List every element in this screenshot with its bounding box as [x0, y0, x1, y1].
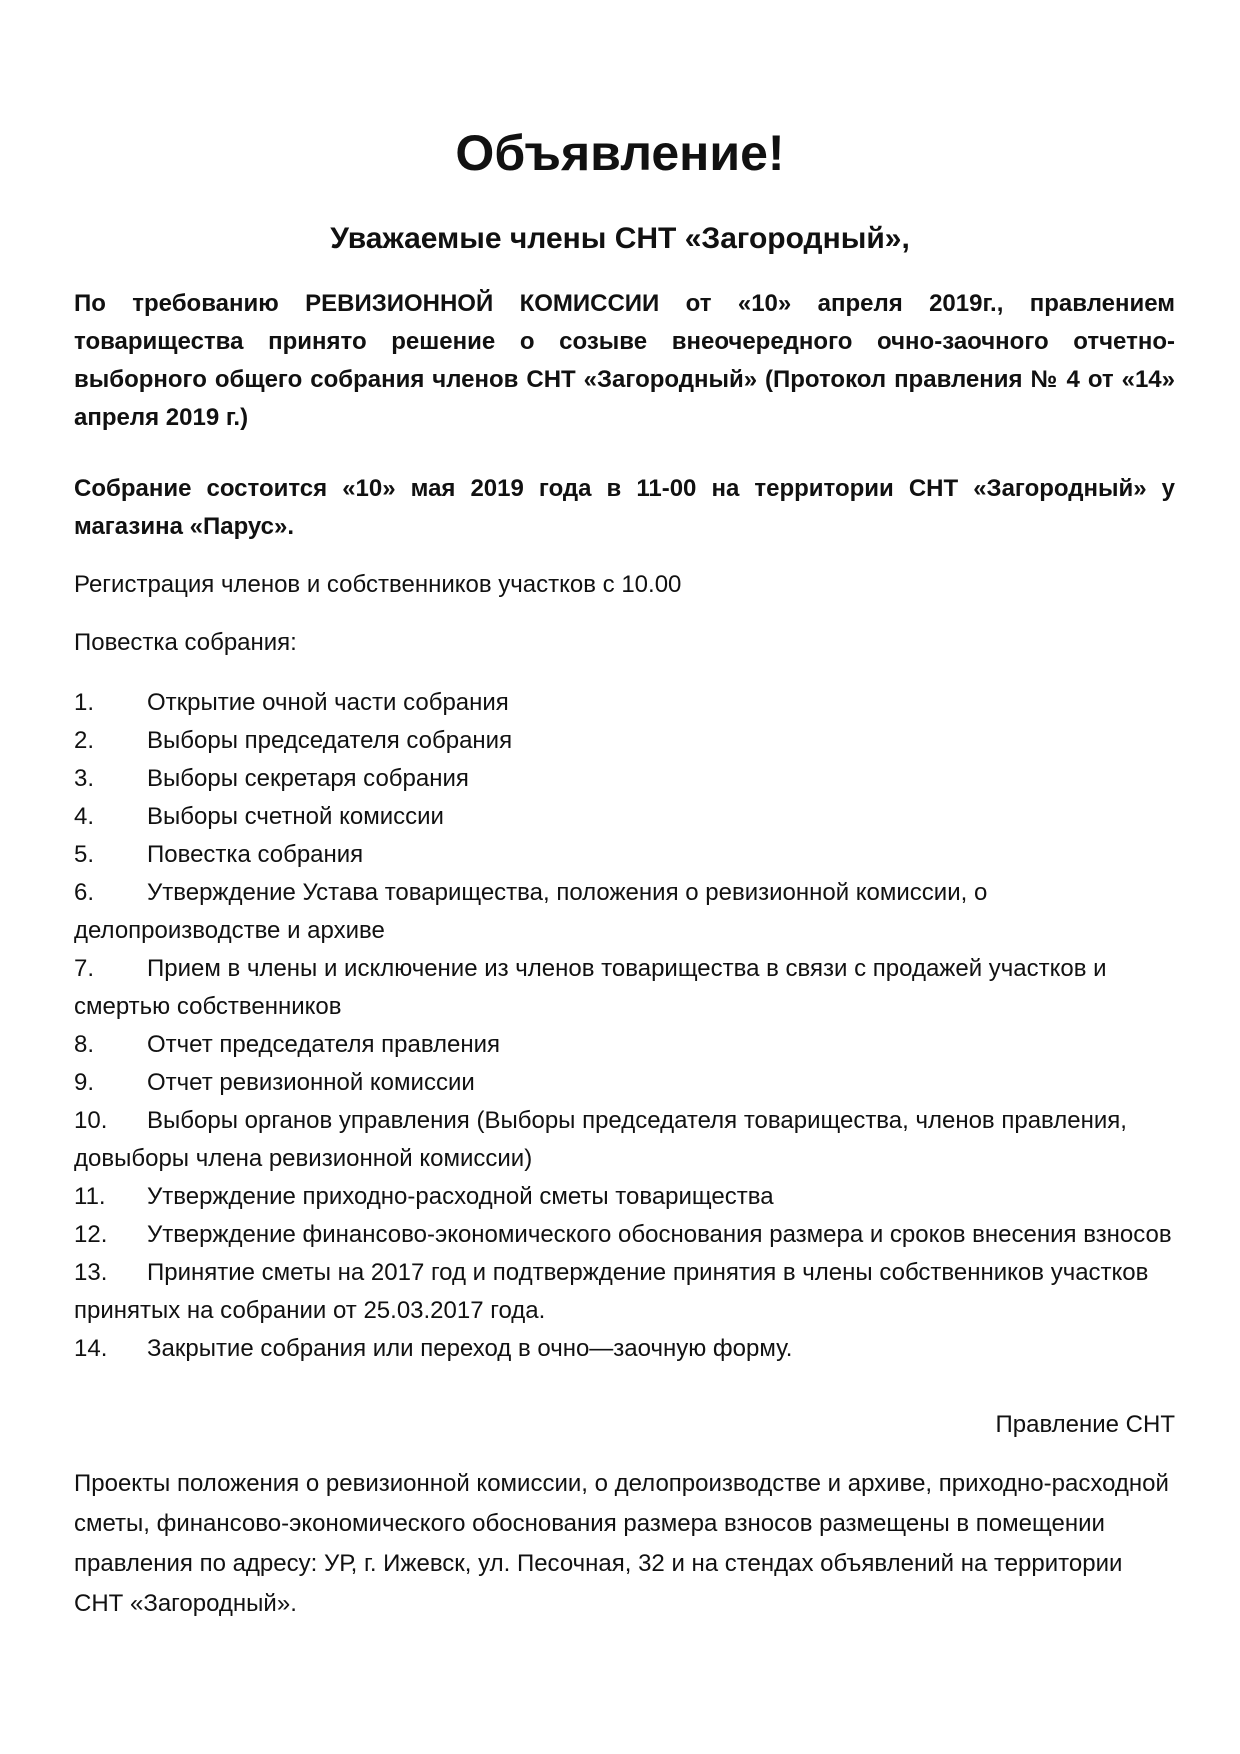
meeting-time-paragraph: Собрание состоится «10» мая 2019 года в 11-00 на территории СНТ «Загородный» у магазина «Парус». [74, 475, 1175, 540]
agenda-item-text: Принятие сметы на 2017 год и подтверждение принятия в члены собственников участков принятых на собрании от 25.03.2017 года. [74, 1259, 1149, 1324]
agenda-item-number: 5. [74, 841, 95, 868]
agenda-item-text: Отчет председателя правления [147, 1031, 501, 1058]
agenda-item-text: Выборы председателя собрания [147, 727, 513, 754]
agenda-item-text: Прием в члены и исключение из членов товарищества в связи с продажей участков и смертью собственников [74, 955, 1107, 1020]
agenda-item [74, 760, 1175, 798]
agenda-item [74, 836, 1175, 874]
agenda-item [74, 1026, 1175, 1064]
agenda-item-text: Утверждение приходно-расходной сметы товарищества [147, 1183, 774, 1210]
agenda-item-number: 11. [74, 1183, 106, 1210]
agenda-item-text: Открытие очной части собрания [147, 689, 509, 716]
decision-paragraph: По требованию РЕВИЗИОННОЙ КОМИССИИ от «10» апреля 2019г., правлением товарищества принято решение о созыве внеочередного очно-заочного отчетно-выборного общего собрания членов СНТ «Загородный» (Протокол правления № 4 от «14» апреля 2019 г.) [74, 290, 1175, 431]
agenda-item [74, 798, 1175, 836]
agenda-item [74, 874, 1175, 950]
signature-text: Правление СНТ [995, 1411, 1175, 1438]
registration-text: Регистрация членов и собственников участков с 10.00 [74, 571, 682, 598]
agenda-item-number: 4. [74, 803, 95, 830]
agenda-heading: Повестка собрания: [74, 629, 297, 656]
document-title: Объявление! [455, 125, 785, 181]
agenda-list [74, 684, 1175, 1368]
agenda-item-number: 1. [74, 689, 95, 716]
agenda-item-text: Отчет ревизионной комиссии [147, 1069, 475, 1096]
agenda-item-text: Утверждение финансово-экономического обоснования размера и сроков внесения взносов [147, 1221, 1172, 1248]
agenda-item-number: 12. [74, 1221, 108, 1248]
agenda-item [74, 950, 1175, 1026]
agenda-item-number: 13. [74, 1259, 108, 1286]
agenda-item [74, 684, 1175, 722]
footer-paragraph: Проекты положения о ревизионной комиссии, о делопроизводстве и архиве, приходно-расходной сметы, финансово-экономического обоснования размера взносов размещены в помещении правления по адресу: УР, г. Ижевск, ул. Песочная, 32 и на стендах объявлений на территории СНТ «Загородный». [74, 1470, 1169, 1617]
agenda-item-text: Закрытие собрания или переход в очно—заочную форму. [147, 1335, 793, 1362]
agenda-item-text: Повестка собрания [147, 841, 364, 868]
agenda-item [74, 1216, 1175, 1254]
agenda-item-text: Утверждение Устава товарищества, положения о ревизионной комиссии, о делопроизводстве и архиве [74, 879, 988, 944]
agenda-item [74, 1064, 1175, 1102]
agenda-item-number: 8. [74, 1031, 95, 1058]
agenda-item-text: Выборы счетной комиссии [147, 803, 444, 830]
agenda-item-text: Выборы органов управления (Выборы председателя товарищества, членов правления, довыборы члена ревизионной комиссии) [74, 1107, 1127, 1172]
agenda-item-number: 3. [74, 765, 95, 792]
agenda-item [74, 1178, 1175, 1216]
agenda-item [74, 1254, 1175, 1330]
agenda-item [74, 1330, 1175, 1368]
agenda-item [74, 722, 1175, 760]
salutation-heading: Уважаемые члены СНТ «Загородный», [330, 222, 910, 255]
agenda-item-number: 7. [74, 955, 95, 982]
agenda-item-number: 2. [74, 727, 95, 754]
agenda-item-text: Выборы секретаря собрания [147, 765, 469, 792]
agenda-item-number: 10. [74, 1107, 108, 1134]
agenda-item-number: 6. [74, 879, 95, 906]
agenda-item-number: 14. [74, 1335, 108, 1362]
agenda-item-number: 9. [74, 1069, 95, 1096]
agenda-item [74, 1102, 1175, 1178]
